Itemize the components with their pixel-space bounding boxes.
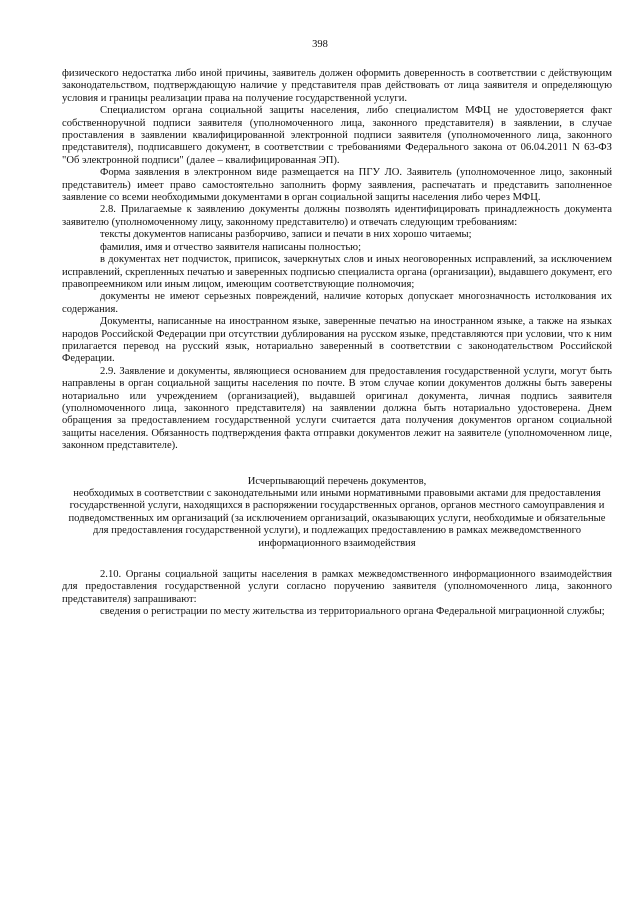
paragraph-section-2-9: 2.9. Заявление и документы, являющиеся основанием для предоставления государственной услуги, могут быть направлены в орган социальной защиты населения по почте. В этом случае копии документов должны быть заверены нотариально или учреждением (организацией), выдавшей оригинал документа, личная подпись заявителя (уполномоченного лица, законного представителя) на заявлении должна быть нотариально удостоверена. Днем обращения за предоставлением государственной услуги считается дата получения документов органом социальной защиты населения. Обязанность подтверждения факта отправки документов лежит на заявителе (уполномоченном лице, законном представителе). [62,365,612,452]
requirement-item: фамилия, имя и отчество заявителя написаны полностью; [100,241,362,253]
section-heading-line1: Исчерпывающий перечень документов, [247,475,427,487]
paragraph-section-2-10: 2.10. Органы социальной защиты населения в рамках межведомственного информационного взаимодействия для предоставления государственной услуги согласно поручению заявителя (уполномоченного лица, законного представителя) запрашивают: [62,569,612,605]
requirement-item: тексты документов написаны разборчиво, записи и печати в них хорошо читаемы; [100,229,472,241]
section-heading-body: необходимых в соответствии с законодательными или иными нормативными правовыми актами для предоставления государственной услуги, находящихся в распоряжении государственных органов, органов местного самоуправления и подведомственных им организаций (за исключением организаций, оказывающих услуги, необходимые и обязательные для предоставления государственной услуги), и подлежащих предоставлению в рамках межведомственного информационного взаимодействия [68,488,606,549]
request-item: сведения о регистрации по месту жительства из территориального органа Федеральной миграционной службы; [100,606,605,618]
paragraph: Специалистом органа социальной защиты населения, либо специалистом МФЦ не удостоверяется факт собственноручной подписи заявителя (уполномоченного лица, законного представителя) в заявлении, в случае проставления в заявлении квалифицированной электронной подписи заявителя (уполномоченного лица, законного представителя), подписавшего документ, в соответствии с требованиями Федерального закона от 06.04.2011 N 63-ФЗ "Об электронной подписи" (далее – квалифицированная ЭП). [62,105,612,166]
requirement-item: в документах нет подчисток, приписок, зачеркнутых слов и иных неоговоренных исправлений, за исключением исправлений, скрепленных печатью и заверенных подписью специалиста органа (организации), выдавшего документ, его правопреемником или иным лицом, имеющим соответствующие полномочия; [62,254,612,290]
requirement-item: документы не имеют серьезных повреждений, наличие которых допускает многозначность истолкования их содержания. [62,291,612,315]
paragraph: Документы, написанные на иностранном языке, заверенные печатью на иностранном языке, а также на языках народов Российской Федерации при отсутствии дублирования на русском языке, представляются при условии, что к ним прилагается перевод на русский язык, нотариально заверенный в соответствии с законодательством Российской Федерации. [62,316,612,365]
paragraph: физического недостатка либо иной причины, заявитель должен оформить доверенность в соответствии с действующим законодательством, подтверждающую наличие у представителя прав действовать от лица заявителя и определяющую условия и границы реализации права на получение государственной услуги. [62,68,612,104]
document-body [62,68,612,619]
section-heading [62,476,612,550]
paragraph-section-2-8: 2.8. Прилагаемые к заявлению документы должны позволять идентифицировать принадлежность документа заявителю (уполномоченному лицу, законному представителю) и отвечать следующим требованиям: [62,204,612,228]
paragraph: Форма заявления в электронном виде размещается на ПГУ ЛО. Заявитель (уполномоченное лицо, законный представитель) имеет право самостоятельно заполнить форму заявления, распечатать и представить заполненное заявление со всеми необходимыми документами в орган социальной защиты населения либо через МФЦ. [62,167,612,204]
page-number: 398 [312,39,328,50]
